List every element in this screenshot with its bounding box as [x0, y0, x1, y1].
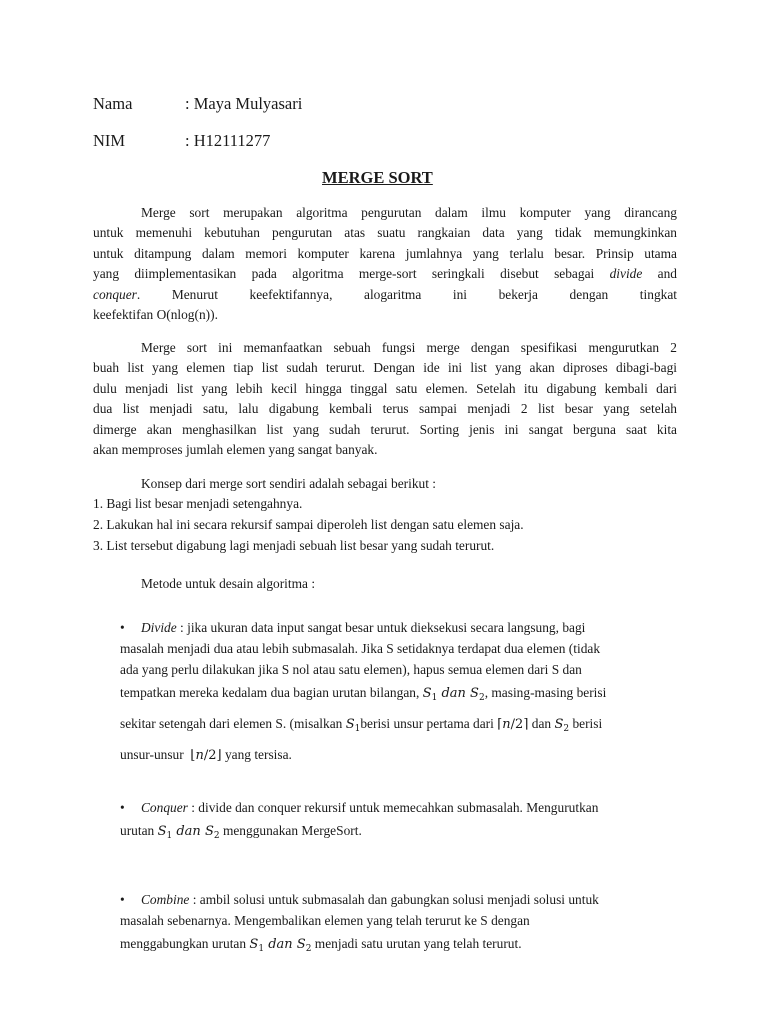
concept-item: 2. Lakukan hal ini secara rekursif sampai diperoleh list dengan satu elemen saja. — [93, 517, 524, 532]
para1-line: untuk ditampung dalam memori komputer karena jumlahnya yang terlalu besar. Prinsip utama — [93, 245, 677, 261]
name-value: : Maya Mulyasari — [185, 94, 303, 113]
document-title: MERGE SORT — [322, 168, 433, 187]
para2-line: dua list menjadi satu, lalu digabung kembali terus sampai menjadi 2 list besar yang setelah — [93, 401, 677, 417]
divide-line: masalah menjadi dua atau lebih submasalah. Jika S setidaknya terdapat dua elemen (tidak — [120, 641, 601, 656]
para1-line: Merge sort merupakan algoritma pengurutan dalam ilmu komputer yang dirancang — [141, 205, 677, 220]
combine-term: Combine — [141, 892, 190, 907]
para1-line: keefektifan O(nlog(n)). — [93, 307, 218, 323]
para2-line: dimerge akan menghasilkan list yang sudah terurut. Sorting jenis ini sangat berguna saat kita — [93, 421, 677, 437]
combine-line: Combine : ambil solusi untuk submasalah dan gabungkan solusi menjadi solusi untuk — [141, 892, 599, 907]
para2-line: akan memproses jumlah elemen yang sangat banyak. — [93, 442, 378, 458]
concept-intro: Konsep dari merge sort sendiri adalah sebagai berikut : — [141, 476, 436, 491]
divide-term: divide — [609, 266, 643, 282]
para1-line: yang diimplementasikan pada algoritma merge-sort seringkali disebut sebagai divide and — [93, 266, 677, 282]
bullet-icon: • — [120, 620, 125, 635]
combine-line: menggabungkan urutan $S_1$ dan $S_2$ menjadi satu urutan yang telah terurut. — [120, 936, 522, 954]
bullet-icon: • — [120, 800, 125, 815]
bullet-combine — [93, 889, 683, 962]
conquer-line: Conquer : divide dan conquer rekursif untuk memecahkan submasalah. Mengurutkan — [141, 800, 599, 815]
concept-item: 1. Bagi list besar menjadi setengahnya. — [93, 496, 303, 511]
concept-item: 3. List tersebut digabung lagi menjadi sebuah list besar yang sudah terurut. — [93, 538, 495, 553]
divide-line: unsur-unsur ⌊𝑛/2⌋ yang tersisa. — [120, 747, 292, 763]
para1-line: conquer. Menurut keefektifannya, alogaritma ini bekerja dengan tingkat — [93, 286, 677, 302]
paragraph-intro — [93, 203, 677, 325]
conquer-line: urutan $S_1$ dan $S_2$ menggunakan MergeSort. — [120, 823, 362, 841]
name-label: Nama — [93, 94, 133, 113]
nim-label: NIM — [93, 131, 126, 150]
divide-line: sekitar setengah dari elemen S. (misalkan $S_1berisi$ unsur pertama dari ⌈𝑛/2⌉ dan $S_2$ berisi — [120, 716, 603, 734]
para2-line: Merge sort ini memanfaatkan sebuah fungsi merge dengan spesifikasi mengurutkan 2 — [141, 340, 677, 355]
divide-line: ada yang perlu dilakukan jika S nol atau satu elemen), hapus semua elemen dari S dan — [120, 662, 582, 677]
para2-line: dulu menjadi list yang lebih kecil hingga tinggal satu elemen. Setelah itu digabung kembali dari — [93, 380, 677, 396]
method-intro: Metode untuk desain algoritma : — [141, 576, 316, 591]
nim-value: : H12111277 — [185, 131, 271, 150]
bullet-icon: • — [120, 892, 125, 907]
conquer-term: Conquer — [141, 800, 188, 815]
bullet-conquer — [93, 797, 683, 849]
paragraph-merge-function — [93, 338, 677, 460]
divide-line: Divide : jika ukuran data input sangat besar untuk dieksekusi secara langsung, bagi — [141, 620, 586, 635]
combine-line: masalah sebenarnya. Mengembalikan elemen yang telah terurut ke S dengan — [120, 913, 530, 928]
para2-line: buah list yang elemen tiap list sudah terurut. Dengan ide ini list yang akan diproses dibagi-bagi — [93, 360, 677, 376]
para1-line: untuk memenuhi kebutuhan pengurutan atas suatu rangkaian data yang tidak memungkinkan — [93, 225, 677, 241]
divide-term: Divide — [141, 620, 177, 635]
conquer-term: conquer — [93, 286, 137, 302]
bullet-divide — [93, 617, 683, 769]
divide-line: tempatkan mereka kedalam dua bagian urutan bilangan, $S_1$ dan $S_2$, masing-masing berisi — [120, 685, 607, 703]
